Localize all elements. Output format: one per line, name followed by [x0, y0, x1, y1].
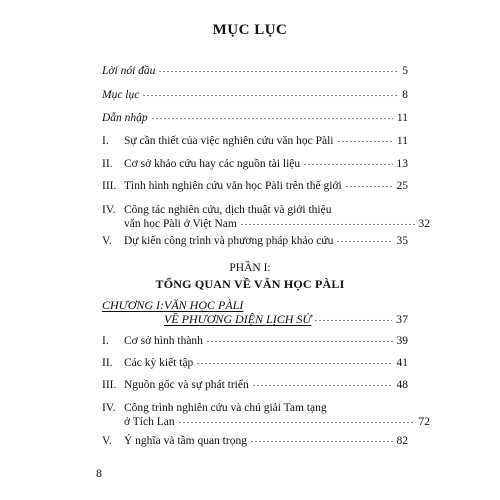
toc-page-number: 82	[396, 435, 408, 447]
toc-page-number: 35	[396, 235, 408, 247]
dot-leader	[314, 313, 392, 322]
toc-entry-chapter-section[interactable]	[102, 334, 408, 348]
section-number: I.	[102, 135, 109, 147]
toc-entry-label: Ý nghĩa và tầm quan trọng	[124, 435, 247, 447]
toc-entry-label: Mục lục	[102, 89, 140, 101]
dot-leader	[240, 217, 415, 226]
toc-entry-label: Cơ sở khảo cứu hay các nguồn tài liệu	[124, 158, 301, 170]
toc-entry-label: Nguồn gốc và sự phát triển	[124, 379, 249, 391]
toc-page-number: 13	[396, 158, 408, 170]
toc-entry-intro-section[interactable]	[102, 134, 408, 148]
toc-page-number: 39	[396, 335, 408, 347]
toc-entry-label: Dự kiến công trình và phương pháp khảo cứu	[124, 235, 334, 247]
dot-leader	[336, 234, 392, 243]
section-number: II.	[102, 357, 113, 369]
section-number: V.	[102, 235, 112, 247]
toc-page-number: 32	[418, 218, 430, 230]
part-title: TỔNG QUAN VỀ VĂN HỌC PÀLI	[155, 277, 345, 291]
toc-entry-intro-section[interactable]	[102, 157, 408, 171]
toc-entry-label: Tình hình nghiên cứu văn học Pàli trên thế giới	[124, 180, 342, 192]
chapter-title-line1: VĂN HỌC PÀLI	[164, 298, 244, 312]
toc-page-number: 48	[396, 379, 408, 391]
toc-entry-label: Sự cần thiết của việc nghiên cứu văn học Pàli	[124, 135, 334, 147]
toc-page-number: 72	[418, 416, 430, 428]
section-number: III.	[102, 180, 117, 192]
toc-entry-label: Dẫn nhập	[102, 112, 148, 124]
dot-leader	[345, 179, 393, 188]
section-number: II.	[102, 158, 113, 170]
toc-entry-chapter-section[interactable]	[102, 356, 408, 370]
toc-entry-label: Các kỳ kiết tập	[124, 357, 194, 369]
dot-leader	[206, 334, 393, 343]
toc-entry-introduction[interactable]	[102, 111, 408, 125]
section-number: I.	[102, 335, 109, 347]
toc-page-number: 37	[396, 312, 408, 326]
toc-page-number: 41	[396, 357, 408, 369]
section-number: IV.	[102, 402, 116, 414]
dot-leader	[337, 134, 393, 143]
toc-entry-preface[interactable]	[102, 64, 408, 78]
toc-entry-label: Công trình nghiên cứu và chú giải Tam tạng	[124, 402, 327, 414]
part-label: PHẦN I:	[229, 262, 271, 274]
toc-page-number: 11	[396, 135, 408, 147]
toc-entry-label: Cơ sở hình thành	[124, 335, 203, 347]
section-number: V.	[102, 435, 112, 447]
toc-entry-chapter-section[interactable]	[102, 434, 408, 448]
dot-leader	[303, 157, 392, 166]
chapter-title-line2: VỀ PHƯƠNG DIỆN LỊCH SỬ	[164, 312, 312, 326]
section-number: IV.	[102, 204, 116, 216]
dot-leader	[178, 415, 415, 424]
toc-entry-chapter-section[interactable]	[102, 378, 408, 392]
toc-page-number: 5	[402, 65, 408, 77]
toc-entry-label-continued: văn học Pàli ở Việt Nam	[124, 218, 237, 230]
toc-entry-intro-section[interactable]	[102, 203, 430, 231]
chapter-heading[interactable]	[102, 298, 408, 326]
page-title: MỤC LỤC	[212, 22, 288, 38]
toc-page-number: 11	[396, 112, 408, 124]
toc-page-number: 8	[402, 89, 408, 101]
toc-entry-intro-section[interactable]	[102, 179, 408, 193]
chapter-prefix: CHƯƠNG I:	[102, 298, 165, 312]
toc-entry-chapter-section[interactable]	[102, 401, 430, 429]
section-number: III.	[102, 379, 117, 391]
toc-entry-label-continued: ở Tích Lan	[124, 416, 175, 428]
toc-page-number: 25	[396, 180, 408, 192]
dot-leader	[142, 88, 398, 97]
toc-entry-contents[interactable]	[102, 88, 408, 102]
toc-entry-intro-section[interactable]	[102, 234, 408, 248]
dot-leader	[158, 64, 398, 73]
page-number: 8	[96, 466, 102, 480]
toc-entry-label: Lời nói đầu	[102, 65, 156, 77]
dot-leader	[151, 111, 393, 120]
toc-entry-label: Công tác nghiên cứu, dịch thuật và giới thiệu	[124, 204, 332, 216]
dot-leader	[250, 434, 393, 443]
dot-leader	[252, 378, 393, 387]
dot-leader	[196, 356, 392, 365]
